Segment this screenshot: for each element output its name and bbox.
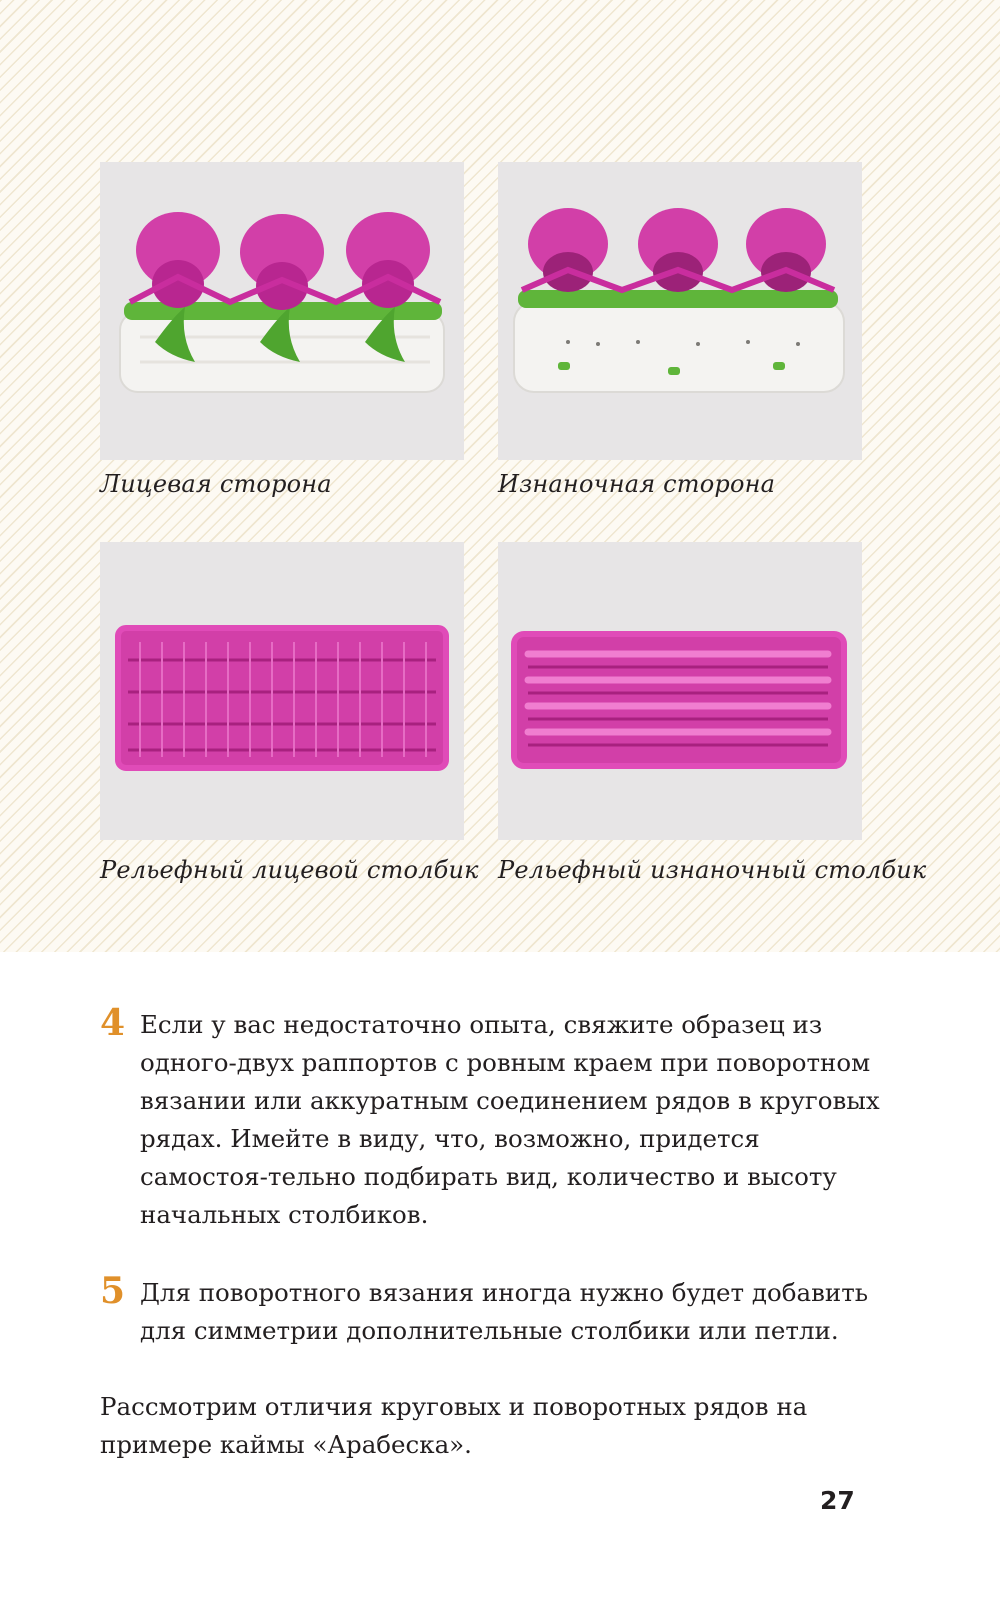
flower-edging-back-icon <box>498 162 862 460</box>
step-5 <box>100 1270 880 1350</box>
step-4 <box>100 1002 880 1234</box>
back-post-swatch-icon <box>498 542 862 840</box>
page-number: 27 <box>820 1486 855 1515</box>
body-paragraph: Рассмотрим отличия круговых и поворотных рядов на примере каймы «Арабеска». <box>100 1392 808 1459</box>
photo-front-side <box>100 162 464 460</box>
caption-back-side: Изнаночная сторона <box>498 470 776 498</box>
step-number: 5 <box>100 1270 126 1312</box>
front-post-swatch-icon <box>100 542 464 840</box>
step-number: 4 <box>100 1002 126 1044</box>
photo-back-post <box>498 542 862 840</box>
step-text: Если у вас недостаточно опыта, свяжите образец из одного-двух раппортов с ровным краем при поворотном вязании или аккуратным соединением рядов в круговых рядах. Имейте в виду, что, возможно, придется самостоя-тельно подбирать вид, количество и высоту начальных столбиков. <box>140 1010 880 1229</box>
caption-back-post: Рельефный изнаночный столбик <box>498 856 927 884</box>
caption-front-side: Лицевая сторона <box>100 470 332 498</box>
step-text: Для поворотного вязания иногда нужно будет добавить для симметрии дополнительные столбики или петли. <box>140 1278 869 1345</box>
photo-back-side <box>498 162 862 460</box>
flower-edging-front-icon <box>100 162 464 460</box>
photo-front-post <box>100 542 464 840</box>
caption-front-post: Рельефный лицевой столбик <box>100 856 479 884</box>
